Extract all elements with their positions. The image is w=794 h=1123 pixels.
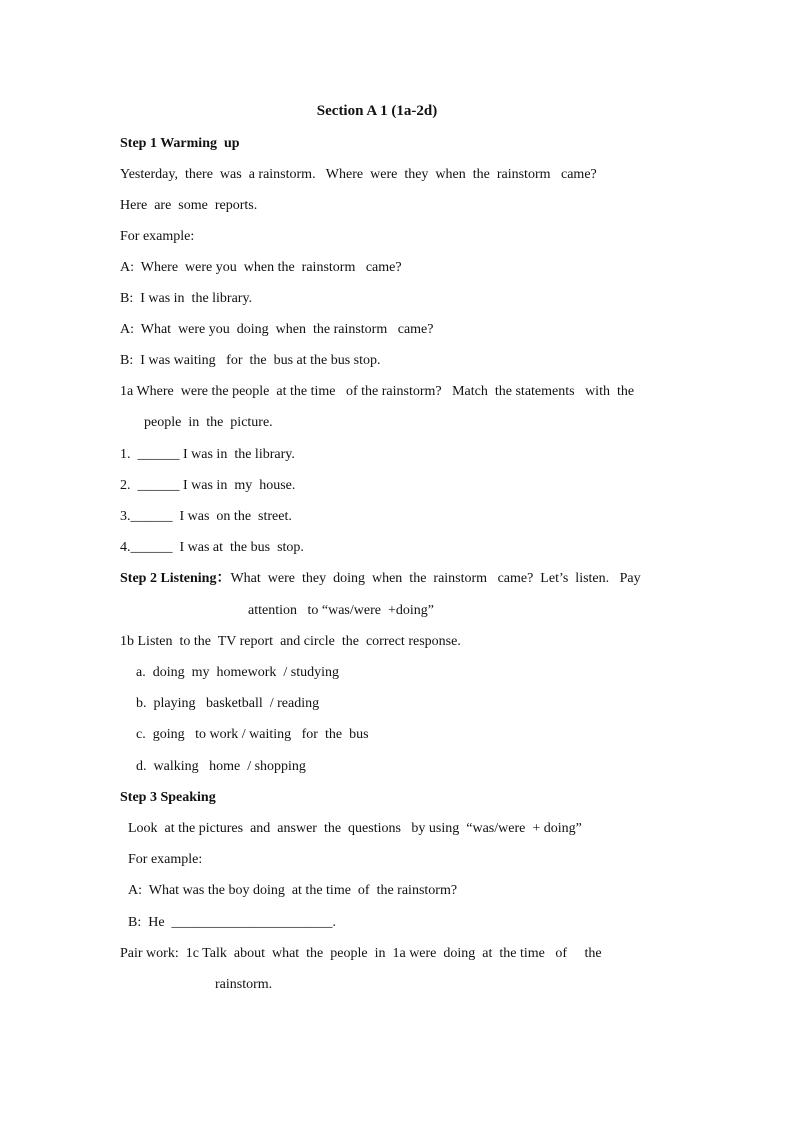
- pair-work-line-cont: rainstorm.: [215, 977, 273, 992]
- step3-line: Look at the pictures and answer the questions by using “was/were + doing”: [128, 821, 582, 836]
- task-1a-item: 3.______ I was on the street.: [120, 509, 292, 524]
- step1-heading: Step 1 Warming up: [120, 136, 240, 151]
- task-1a-item: 2. ______ I was in my house.: [120, 478, 296, 493]
- step3-line: For example:: [128, 852, 203, 867]
- task-1b-option: a. doing my homework / studying: [136, 665, 339, 680]
- task-1b-instruction: 1b Listen to the TV report and circle the correct response.: [120, 634, 461, 649]
- step3-line: B: He _______________________.: [128, 915, 337, 930]
- section-title: Section A 1 (1a-2d): [316, 103, 438, 119]
- step1-line: Yesterday, there was a rainstorm. Where were they when the rainstorm came?: [120, 167, 597, 182]
- step1-line: For example:: [120, 229, 195, 244]
- task-1a-instruction: 1a Where were the people at the time of the rainstorm? Match the statements with the: [120, 384, 635, 399]
- step1-line: Here are some reports.: [120, 198, 258, 213]
- task-1b-option: d. walking home / shopping: [136, 759, 306, 774]
- step2-heading: Step 2 Listening：: [120, 571, 231, 586]
- step2-line: [120, 570, 641, 588]
- step1-line: B: I was waiting for the bus at the bus stop.: [120, 353, 381, 368]
- step3-heading: Step 3 Speaking: [120, 790, 216, 805]
- task-1b-option: c. going to work / waiting for the bus: [136, 727, 369, 742]
- task-1a-item: 1. ______ I was in the library.: [120, 447, 295, 462]
- step2-line-cont: attention to “was/were +doing”: [248, 603, 434, 618]
- task-1b-option: b. playing basketball / reading: [136, 696, 320, 711]
- step1-line: A: Where were you when the rainstorm came?: [120, 260, 402, 275]
- task-1a-item: 4.______ I was at the bus stop.: [120, 540, 304, 555]
- step1-line: B: I was in the library.: [120, 291, 253, 306]
- step2-text: What were they doing when the rainstorm came? Let’s listen. Pay: [230, 571, 641, 586]
- task-1a-instruction-cont: people in the picture.: [144, 415, 273, 430]
- step3-line: A: What was the boy doing at the time of the rainstorm?: [128, 883, 458, 898]
- pair-work-line: Pair work: 1c Talk about what the people in 1a were doing at the time of the: [120, 946, 602, 961]
- step1-line: A: What were you doing when the rainstorm came?: [120, 322, 434, 337]
